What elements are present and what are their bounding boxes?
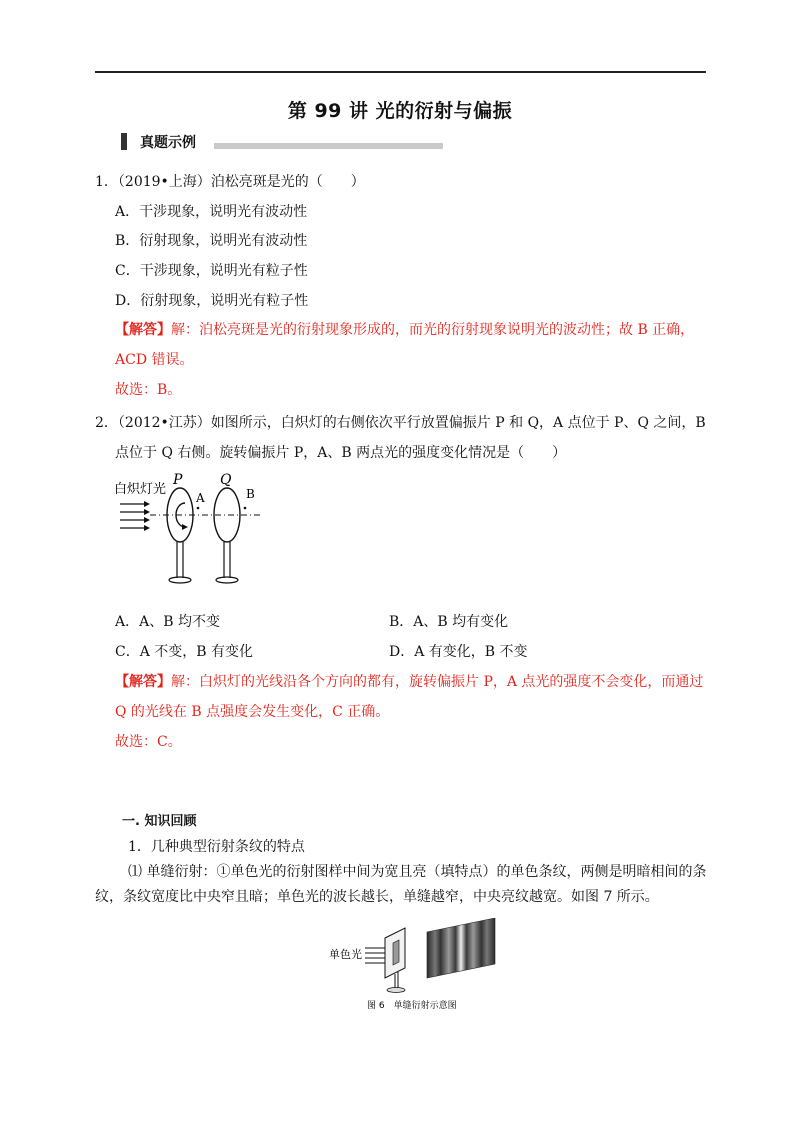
section-marker — [121, 133, 127, 150]
q2-answer-text: 解：白炽灯的光线沿各个方向的都有，旋转偏振片 P，A 点光的强度不会变化，而通过 — [171, 674, 704, 690]
polarizer-figure — [112, 470, 272, 590]
review-paragraph: ⑴ 单缝衍射：①单色光的衍射图样中间为宽且亮（填特点）的单色条纹，两侧是明暗相间的条 — [128, 864, 707, 880]
q2-stem-cont: 点位于 Q 右侧。旋转偏振片 P，A、B 两点光的强度变化情况是（ ） — [115, 445, 567, 461]
point-a — [197, 507, 200, 510]
slit-opening — [393, 940, 399, 965]
q2-option-a: A．A、B 均不变 — [115, 614, 220, 630]
review-paragraph-cont: 纹，条纹宽度比中央窄且暗；单色光的波长越长，单缝越窄，中央亮纹越宽。如图 7 所示。 — [95, 889, 659, 905]
single-slit-figure — [325, 918, 505, 1013]
point-b — [244, 507, 247, 510]
q1-answer — [115, 320, 694, 340]
arrow-right-icon — [144, 525, 150, 531]
review-heading: 一. 知识回顾 — [122, 814, 197, 829]
figure-label-p: P — [173, 472, 183, 488]
q1-answer-text: 解：泊松亮斑是光的衍射现象形成的，而光的衍射现象说明光的波动性；故 B 正确， — [171, 322, 695, 338]
arrow-head-icon — [182, 524, 188, 530]
figure-label-a: A — [196, 491, 205, 505]
figure-light-label: 白炽灯光 — [114, 482, 167, 497]
arrow-right-icon — [144, 517, 150, 523]
q1-answer-tag: 【解答】 — [115, 322, 171, 338]
q2-option-c: C．A 不变，B 有变化 — [115, 644, 254, 660]
header-rule — [95, 71, 706, 73]
q1-option-c: C．干涉现象，说明光有粒子性 — [115, 263, 308, 279]
arrow-right-icon — [144, 501, 150, 507]
q2-option-d: D．A 有变化，B 不变 — [389, 644, 528, 660]
review-item-1: 1．几种典型衍射条纹的特点 — [128, 839, 305, 855]
q2-option-b: B．A、B 均有变化 — [389, 614, 509, 630]
figure-mono-light-label: 单色光 — [329, 948, 362, 961]
q2-answer — [115, 672, 703, 692]
q2-answer-tag: 【解答】 — [115, 674, 171, 690]
arrow-right-icon — [144, 509, 150, 515]
figure-label-b: B — [246, 487, 255, 501]
q1-option-d: D．衍射现象，说明光有粒子性 — [115, 293, 309, 309]
q2-answer-cont: Q 的光线在 B 点强度会发生变化，C 正确。 — [115, 704, 390, 720]
diffraction-pattern — [427, 918, 495, 978]
page-title: 第 99 讲 光的衍射与偏振 — [287, 100, 513, 122]
q2-choice: 故选：C。 — [115, 734, 182, 750]
q2-stem: 2．（2012•江苏）如图所示，白炽灯的右侧依次平行放置偏振片 P 和 Q，A 点位于 P、Q 之间，B — [95, 415, 706, 431]
slit-base — [387, 988, 405, 993]
base-p — [169, 577, 191, 583]
section-label: 真题示例 — [140, 135, 196, 151]
figure-label-q: Q — [220, 472, 232, 488]
base-q — [216, 577, 238, 583]
q1-choice: 故选：B。 — [115, 382, 182, 398]
q1-stem: 1．（2019•上海）泊松亮斑是光的（ ） — [95, 174, 365, 190]
q1-answer-cont: ACD 错误。 — [115, 352, 194, 368]
q1-option-b: B．衍射现象，说明光有波动性 — [115, 233, 308, 249]
section-underline — [214, 143, 443, 149]
q1-option-a: A．干涉现象，说明光有波动性 — [115, 204, 308, 220]
figure-caption: 图 6 单缝衍射示意图 — [367, 1001, 457, 1011]
